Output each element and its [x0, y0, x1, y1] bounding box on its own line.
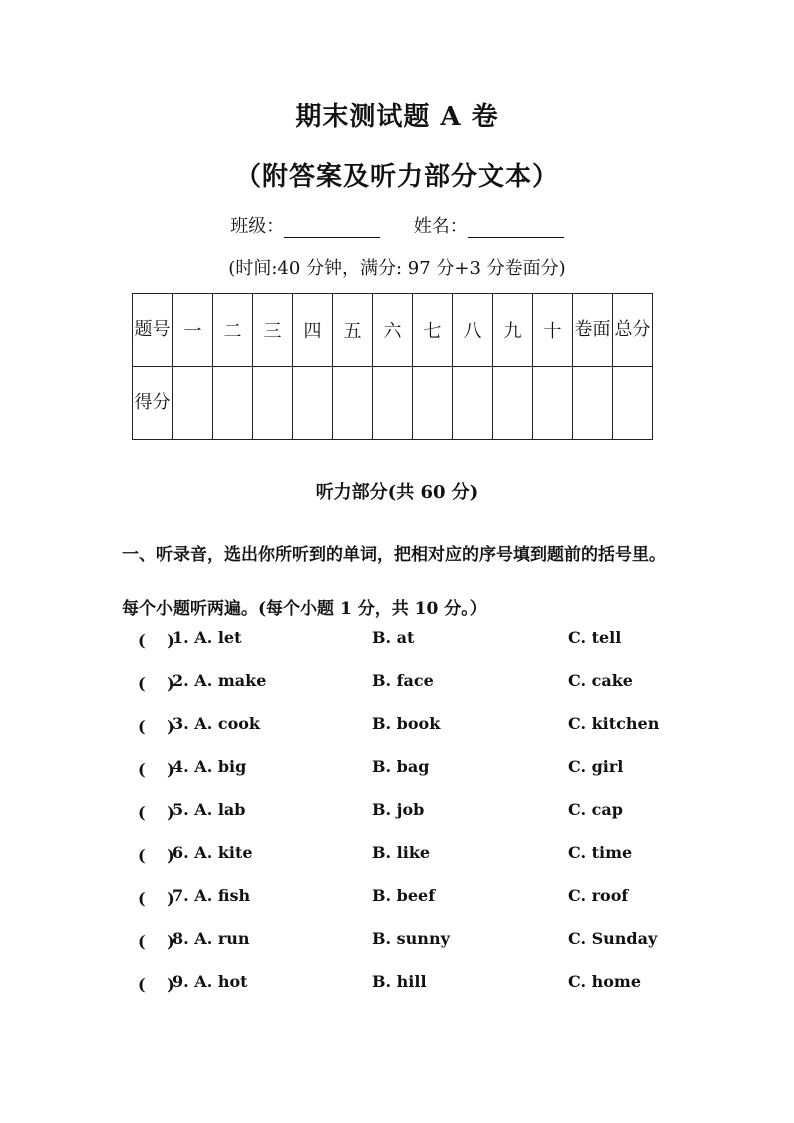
question-row [0, 671, 794, 695]
header-cell-total: 总分 [613, 294, 653, 367]
score-row-label: 得分 [133, 367, 173, 440]
header-cell-1: 一 [173, 294, 213, 367]
header-cell-6: 六 [373, 294, 413, 367]
answer-parentheses[interactable]: ( ) [138, 975, 175, 994]
name-blank[interactable] [468, 217, 564, 238]
question-row [0, 757, 794, 781]
question-row [0, 843, 794, 867]
score-table [132, 293, 653, 440]
option-a: 8. A. run [172, 929, 250, 948]
option-b: B. like [372, 843, 431, 862]
option-b: B. at [372, 628, 415, 647]
score-cell[interactable] [253, 367, 293, 440]
time-score-note: (时间:40 分钟，满分: 97 分+3 分卷面分) [228, 258, 566, 279]
option-a: 2. A. make [172, 671, 267, 690]
score-cell[interactable] [453, 367, 493, 440]
header-cell-7: 七 [413, 294, 453, 367]
score-cell[interactable] [333, 367, 373, 440]
question-row [0, 886, 794, 910]
score-cell[interactable] [573, 367, 613, 440]
class-blank[interactable] [284, 217, 380, 238]
score-cell[interactable] [213, 367, 253, 440]
option-c: C. tell [568, 628, 622, 647]
answer-parentheses[interactable]: ( ) [138, 846, 175, 865]
option-a: 5. A. lab [172, 800, 246, 819]
score-cell[interactable] [613, 367, 653, 440]
header-cell-label: 题号 [133, 294, 173, 367]
option-b: B. hill [372, 972, 427, 991]
option-b: B. job [372, 800, 425, 819]
question-row [0, 972, 794, 996]
score-cell[interactable] [293, 367, 333, 440]
option-b: B. sunny [372, 929, 450, 948]
option-a: 6. A. kite [172, 843, 253, 862]
option-c: C. cake [568, 671, 633, 690]
score-table-header-row [133, 294, 653, 367]
question-row [0, 929, 794, 953]
score-cell[interactable] [373, 367, 413, 440]
option-c: C. roof [568, 886, 629, 905]
option-a: 1. A. let [172, 628, 242, 647]
option-c: C. cap [568, 800, 623, 819]
header-cell-5: 五 [333, 294, 373, 367]
score-cell[interactable] [413, 367, 453, 440]
option-c: C. time [568, 843, 633, 862]
option-b: B. beef [372, 886, 436, 905]
option-c: C. home [568, 972, 642, 991]
header-cell-9: 九 [493, 294, 533, 367]
option-c: C. Sunday [568, 929, 658, 948]
answer-parentheses[interactable]: ( ) [138, 889, 175, 908]
header-cell-2: 二 [213, 294, 253, 367]
answer-parentheses[interactable]: ( ) [138, 674, 175, 693]
name-label: 姓名： [413, 216, 468, 237]
score-cell[interactable] [533, 367, 573, 440]
header-cell-10: 十 [533, 294, 573, 367]
header-cell-8: 八 [453, 294, 493, 367]
answer-parentheses[interactable]: ( ) [138, 803, 175, 822]
page-title: 期末测试题 A 卷 [295, 102, 499, 132]
option-b: B. bag [372, 757, 430, 776]
score-table-score-row [133, 367, 653, 440]
score-cell[interactable] [493, 367, 533, 440]
question-row [0, 800, 794, 824]
option-b: B. book [372, 714, 441, 733]
answer-parentheses[interactable]: ( ) [138, 631, 175, 650]
answer-parentheses[interactable]: ( ) [138, 717, 175, 736]
header-cell-3: 三 [253, 294, 293, 367]
option-c: C. kitchen [568, 714, 660, 733]
question-row [0, 628, 794, 652]
option-a: 4. A. big [172, 757, 247, 776]
option-a: 9. A. hot [172, 972, 248, 991]
option-c: C. girl [568, 757, 624, 776]
header-cell-4: 四 [293, 294, 333, 367]
header-cell-neatness: 卷面 [573, 294, 613, 367]
section-one-instruction: 一、听录音，选出你所听到的单词，把相对应的序号填到题前的括号里。每个小题听两遍。(每个小题 1 分，共 10 分。） [122, 545, 666, 619]
option-a: 7. A. fish [172, 886, 251, 905]
answer-parentheses[interactable]: ( ) [138, 760, 175, 779]
score-cell[interactable] [173, 367, 213, 440]
option-b: B. face [372, 671, 434, 690]
student-info-line [0, 212, 794, 238]
question-row [0, 714, 794, 738]
listening-section-heading: 听力部分(共 60 分) [315, 482, 479, 503]
answer-parentheses[interactable]: ( ) [138, 932, 175, 951]
class-label: 班级： [230, 216, 285, 237]
page-subtitle: （附答案及听力部分文本） [234, 162, 559, 192]
option-a: 3. A. cook [172, 714, 260, 733]
